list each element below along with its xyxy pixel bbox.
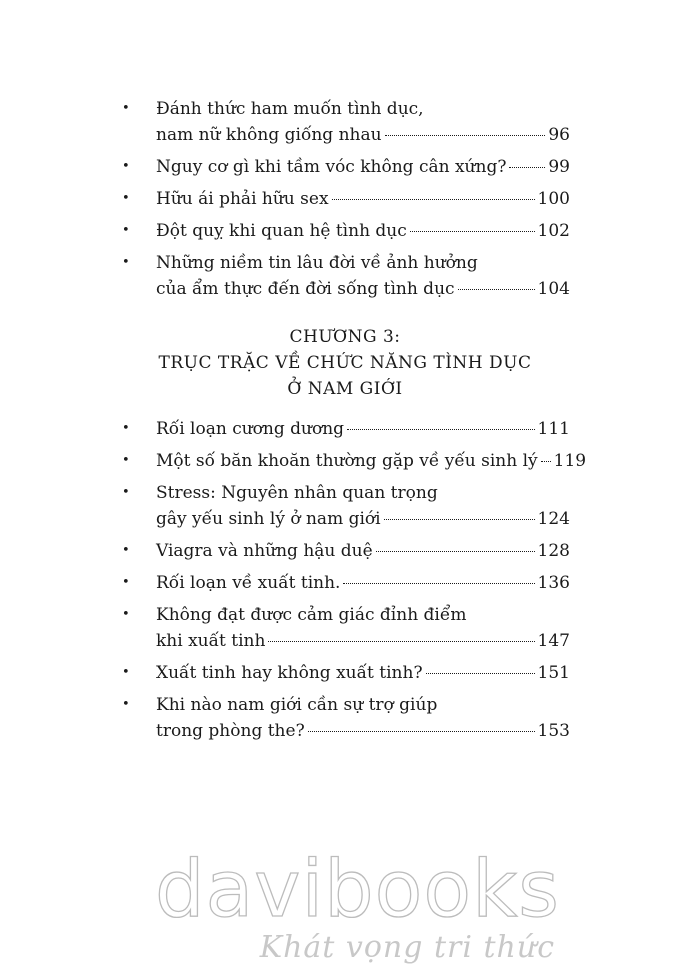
bullet-icon: • bbox=[122, 255, 130, 270]
toc-section-1 bbox=[120, 96, 570, 302]
toc-page-number: 124 bbox=[537, 509, 570, 529]
toc-page-number: 151 bbox=[537, 663, 570, 683]
bullet-icon: • bbox=[122, 421, 130, 436]
toc-page-number: 111 bbox=[537, 419, 570, 439]
toc-entry-line bbox=[156, 218, 570, 244]
toc-entry bbox=[120, 416, 570, 442]
publisher-watermark bbox=[155, 840, 560, 980]
dot-leader bbox=[458, 289, 535, 290]
dot-leader bbox=[410, 231, 535, 232]
toc-entry-title: Đánh thức ham muốn tình dục, bbox=[156, 99, 424, 119]
toc-entry-title: nam nữ không giống nhau bbox=[156, 125, 382, 145]
toc-entry-line bbox=[156, 628, 570, 654]
dot-leader bbox=[384, 519, 535, 520]
toc-entry-title: Rối loạn cương dương bbox=[156, 419, 345, 439]
dot-leader bbox=[343, 583, 534, 584]
toc-page-number: 136 bbox=[537, 573, 570, 593]
toc-entry-title: trong phòng the? bbox=[156, 721, 305, 741]
toc-entry-title: Không đạt được cảm giác đỉnh điểm bbox=[156, 605, 467, 625]
toc-entry bbox=[120, 154, 570, 180]
toc-entry-title: Rối loạn về xuất tinh. bbox=[156, 573, 341, 593]
toc-entry-title: Nguy cơ gì khi tầm vóc không cân xứng? bbox=[156, 157, 507, 177]
toc-page-number: 100 bbox=[537, 189, 570, 209]
dot-leader bbox=[509, 167, 545, 168]
toc-entry-line bbox=[156, 660, 570, 686]
publisher-tagline: Khát vọng tri thức bbox=[259, 930, 555, 965]
toc-entry bbox=[120, 96, 570, 148]
toc-entry-title: Xuất tinh hay không xuất tinh? bbox=[156, 663, 423, 683]
toc-entry bbox=[120, 570, 570, 596]
toc-entry-line bbox=[156, 416, 570, 442]
bullet-icon: • bbox=[122, 665, 130, 680]
toc-entry-title: khi xuất tinh bbox=[156, 631, 266, 651]
toc-entry bbox=[120, 602, 570, 654]
bullet-icon: • bbox=[122, 159, 130, 174]
toc-entry-line bbox=[156, 718, 570, 744]
toc-entry-line bbox=[156, 692, 570, 718]
toc-entry-title: gây yếu sinh lý ở nam giới bbox=[156, 509, 381, 529]
toc-page-number: 153 bbox=[537, 721, 570, 741]
toc-entry-title: Hữu ái phải hữu sex bbox=[156, 189, 329, 209]
toc-entry-line bbox=[156, 506, 570, 532]
toc-entry bbox=[120, 218, 570, 244]
toc-entry-line bbox=[156, 276, 570, 302]
bullet-icon: • bbox=[122, 543, 130, 558]
bullet-icon: • bbox=[122, 453, 130, 468]
chapter-heading bbox=[120, 324, 570, 402]
dot-leader bbox=[347, 429, 535, 430]
toc-entry-title: Khi nào nam giới cần sự trợ giúp bbox=[156, 695, 438, 715]
bullet-icon: • bbox=[122, 607, 130, 622]
table-of-contents bbox=[120, 96, 587, 750]
toc-entry-line bbox=[156, 122, 570, 148]
toc-page-number: 119 bbox=[553, 451, 587, 471]
dot-leader bbox=[376, 551, 535, 552]
chapter-title-line-1: TRỤC TRẶC VỀ CHỨC NĂNG TÌNH DỤC bbox=[158, 353, 532, 373]
toc-entry-title: Một số băn khoăn thường gặp về yếu sinh lý bbox=[156, 451, 538, 471]
bullet-icon: • bbox=[122, 485, 130, 500]
toc-entry bbox=[120, 448, 587, 474]
toc-entry-line bbox=[156, 570, 570, 596]
dot-leader bbox=[426, 673, 535, 674]
chapter-number: CHƯƠNG 3: bbox=[289, 327, 401, 347]
toc-entry-line bbox=[156, 154, 570, 180]
toc-entry-line bbox=[156, 480, 570, 506]
bullet-icon: • bbox=[122, 575, 130, 590]
toc-entry bbox=[120, 480, 570, 532]
toc-page-number: 128 bbox=[537, 541, 570, 561]
toc-entry-title: Đột quỵ khi quan hệ tình dục bbox=[156, 221, 407, 241]
bullet-icon: • bbox=[122, 697, 130, 712]
toc-page-number: 99 bbox=[548, 157, 570, 177]
toc-entry-line bbox=[156, 538, 570, 564]
toc-entry bbox=[120, 538, 570, 564]
toc-entry-line bbox=[156, 448, 587, 474]
dot-leader bbox=[541, 461, 551, 462]
dot-leader bbox=[385, 135, 546, 136]
toc-entry-line bbox=[156, 186, 570, 212]
dot-leader bbox=[268, 641, 534, 642]
toc-section-2 bbox=[120, 416, 587, 744]
toc-entry-line bbox=[156, 96, 570, 122]
toc-page-number: 147 bbox=[537, 631, 570, 651]
dot-leader bbox=[308, 731, 535, 732]
publisher-logo-name: davibooks bbox=[155, 845, 560, 935]
chapter-title-line-2: Ở NAM GIỚI bbox=[287, 379, 403, 399]
bullet-icon: • bbox=[122, 191, 130, 206]
toc-entry bbox=[120, 660, 570, 686]
toc-entry-title: Stress: Nguyên nhân quan trọng bbox=[156, 483, 438, 503]
toc-page-number: 96 bbox=[548, 125, 570, 145]
toc-entry-title: của ẩm thực đến đời sống tình dục bbox=[156, 279, 455, 299]
toc-entry bbox=[120, 250, 570, 302]
dot-leader bbox=[332, 199, 535, 200]
toc-entry-line bbox=[156, 250, 570, 276]
bullet-icon: • bbox=[122, 223, 130, 238]
toc-entry bbox=[120, 186, 570, 212]
toc-entry-line bbox=[156, 602, 570, 628]
toc-entry-title: Những niềm tin lâu đời về ảnh hưởng bbox=[156, 253, 478, 273]
toc-entry-title: Viagra và những hậu duệ bbox=[156, 541, 373, 561]
toc-page-number: 102 bbox=[537, 221, 570, 241]
toc-entry bbox=[120, 692, 570, 744]
toc-page-number: 104 bbox=[537, 279, 570, 299]
bullet-icon: • bbox=[122, 101, 130, 116]
